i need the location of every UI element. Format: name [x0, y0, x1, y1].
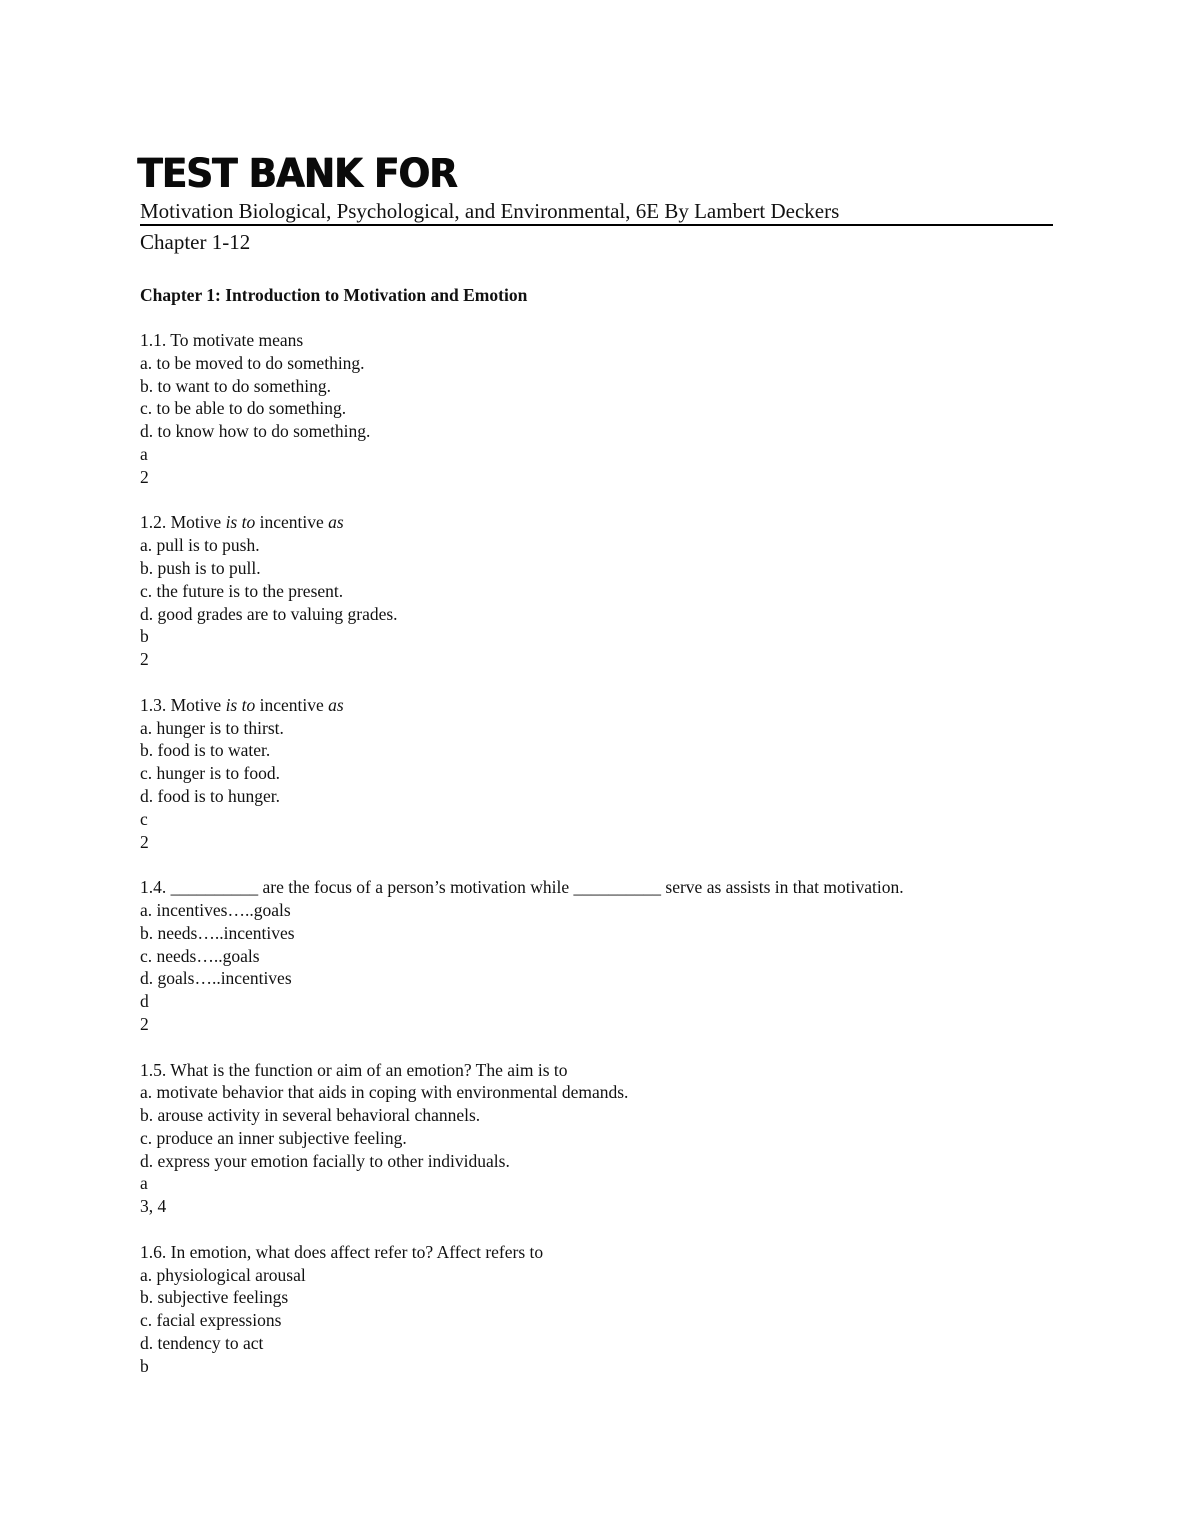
page-reference: 2: [140, 831, 149, 852]
chapter-heading: Chapter 1: Introduction to Motivation and Emotion: [140, 285, 528, 305]
question-stem: [140, 694, 1100, 717]
option-a: a. to be moved to do something.: [140, 352, 365, 373]
question-stem: [140, 329, 1100, 352]
option-b: b. arouse activity in several behavioral channels.: [140, 1105, 481, 1126]
question-stem: [140, 1241, 1100, 1264]
question-1-2: [140, 511, 1100, 671]
answer-key: d: [140, 991, 149, 1012]
option-d: d. good grades are to valuing grades.: [140, 603, 398, 624]
option-c: c. to be able to do something.: [140, 398, 347, 419]
page-reference: 3, 4: [140, 1196, 167, 1217]
question-stem: [140, 876, 1100, 899]
answer-key: c: [140, 808, 148, 829]
page-reference: 2: [140, 649, 149, 670]
stem-text: 1.1. To motivate means: [140, 330, 304, 350]
stem-italic-text: as: [328, 694, 344, 715]
option-a: a. physiological arousal: [140, 1264, 306, 1285]
option-c: c. the future is to the present.: [140, 580, 344, 601]
stem-italic-text: is to: [225, 694, 256, 715]
question-stem: [140, 511, 1100, 534]
option-d: d. food is to hunger.: [140, 785, 280, 806]
option-d: d. to know how to do something.: [140, 421, 371, 442]
answer-key: b: [140, 626, 149, 647]
page-reference: 2: [140, 466, 149, 487]
option-b: b. subjective feelings: [140, 1287, 289, 1308]
answer-key: a: [140, 1173, 148, 1194]
stem-text: 1.6. In emotion, what does affect refer to? Affect refers to: [140, 1241, 544, 1262]
stem-text: 1.2. Motive: [140, 512, 226, 533]
option-d: d. express your emotion facially to other individuals.: [140, 1150, 510, 1171]
question-stem: [140, 1059, 1100, 1082]
stem-text: 1.4. __________ are the focus of a person’s motivation while __________ serve as assists in that motivation.: [140, 877, 904, 898]
option-c: c. facial expressions: [140, 1310, 282, 1331]
question-list: [140, 329, 1100, 1400]
stem-italic-text: is to: [225, 512, 256, 533]
stem-text: incentive: [255, 694, 329, 715]
stem-text: 1.3. Motive: [140, 694, 226, 715]
option-c: c. needs…..goals: [140, 945, 260, 966]
chapter-range: Chapter 1-12: [140, 230, 251, 254]
stem-text: 1.5. What is the function or aim of an emotion? The aim is to: [140, 1059, 568, 1080]
option-a: a. incentives…..goals: [140, 899, 291, 920]
question-1-3: [140, 694, 1100, 854]
option-c: c. produce an inner subjective feeling.: [140, 1127, 407, 1148]
option-d: d. tendency to act: [140, 1333, 264, 1354]
option-b: b. food is to water.: [140, 740, 271, 761]
book-subtitle: Motivation Biological, Psychological, and Environmental, 6E By Lambert Deckers: [140, 198, 1053, 226]
option-a: a. pull is to push.: [140, 535, 260, 556]
option-a: a. hunger is to thirst.: [140, 717, 284, 738]
option-b: b. needs…..incentives: [140, 922, 295, 943]
question-1-4: [140, 876, 1100, 1036]
option-b: b. to want to do something.: [140, 375, 332, 396]
answer-key: a: [140, 443, 148, 464]
page-reference: 2: [140, 1013, 149, 1034]
option-a: a. motivate behavior that aids in coping with environmental demands.: [140, 1082, 629, 1103]
stem-italic-text: as: [328, 512, 344, 533]
option-c: c. hunger is to food.: [140, 763, 280, 784]
stem-text: incentive: [255, 512, 329, 533]
question-1-5: [140, 1059, 1100, 1219]
answer-key: b: [140, 1355, 149, 1376]
option-d: d. goals…..incentives: [140, 968, 292, 989]
question-1-6: [140, 1241, 1100, 1378]
banner-title: TEST BANK FOR: [137, 151, 457, 197]
option-b: b. push is to pull.: [140, 557, 261, 578]
question-1-1: [140, 329, 1100, 489]
